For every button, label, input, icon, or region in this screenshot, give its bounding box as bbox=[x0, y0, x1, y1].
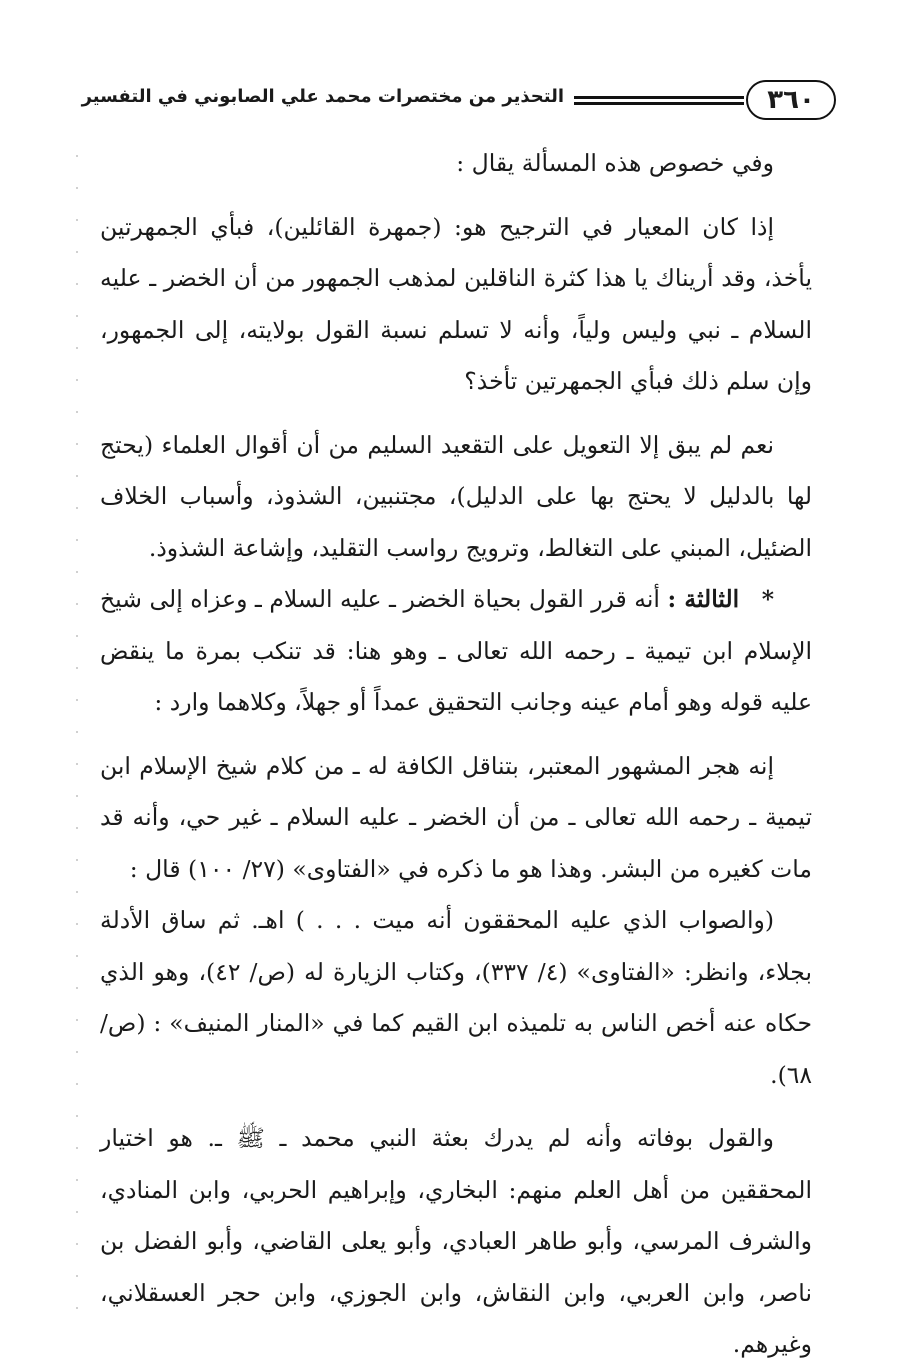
body-text bbox=[100, 138, 812, 1371]
point-text: أنه قرر القول بحياة الخضر ـ عليه السلام ـ وعزاه إلى شيخ الإسلام ابن تيمية ـ رحمه الله تعالى ـ وهو هنا: قد تنكب بمرة ما ينقض عليه قوله وهو أمام عينه وجانب التحقيق عمداً أو جهلاً، وكلاهما وارد : bbox=[100, 585, 812, 716]
point-label: الثالثة : bbox=[667, 585, 740, 613]
paragraph-quote: (والصواب الذي عليه المحققون أنه ميت . . . ) اهـ. ثم ساق الأدلة بجلاء، وانظر: «الفتاوى» (٤/ ٣٣٧)، وكتاب الزيارة له (ص/ ٤٢)، وهو الذي حكاه عنه أخص الناس به تلميذه ابن القيم كما في «المنار المنيف» : (ص/ ٦٨). bbox=[100, 906, 812, 1089]
header-double-rule bbox=[574, 96, 744, 105]
paragraph-ibn-taymiyya: إنه هجر المشهور المعتبر، بتناقل الكافة له ـ من كلام شيخ الإسلام ابن تيمية ـ رحمه الله تعالى ـ من أن الخضر ـ عليه السلام ـ غير حي، وأنه قد مات كغيره من البشر. وهذا هو ما ذكره في «الفتاوى» (٢٧/ ١٠٠) قال : bbox=[100, 751, 812, 883]
scan-margin-artifact bbox=[76, 140, 78, 1320]
page-number: ٣٦٠ bbox=[746, 80, 836, 120]
paragraph-scholars: والقول بوفاته وأنه لم يدرك بعثة النبي محمد ـ ﷺ ـ. هو اختيار المحققين من أهل العلم منهم: البخاري، وإبراهيم الحربي، وابن المنادي، والشرف المرسي، وأبو طاهر العبادي، وأبو يعلى القاضي، وأبو الفضل بن ناصر، وابن العربي، وابن النقاش، وابن الجوزي، وابن حجر العسقلاني، وغيرهم. bbox=[100, 1124, 812, 1358]
paragraph-conclusion: نعم لم يبق إلا التعويل على التقعيد السليم من أن أقوال العلماء (يحتج لها بالدليل لا يحتج بها على الدليل)، مجتنبين، الشذوذ، وأسباب الخلاف الضئيل، المبني على التغالط، وترويج رواسب التقليد، وإشاعة الشذوذ. bbox=[100, 430, 812, 562]
page-header bbox=[81, 80, 836, 124]
paragraph-intro: وفي خصوص هذه المسألة يقال : bbox=[456, 149, 774, 177]
bullet-star: * bbox=[761, 585, 774, 613]
running-title: التحذير من مختصرات محمد علي الصابوني في التفسير bbox=[81, 86, 564, 107]
paragraph-criterion: إذا كان المعيار في الترجيح هو: (جمهرة القائلين)، فبأي الجمهرتين يأخذ، وقد أريناك يا هذا كثرة الناقلين لمذهب الجمهور من أن الخضر ـ عليه السلام ـ نبي وليس ولياً، وأنه لا تسلم نسبة القول بولايته، إلى الجمهور، وإن سلم ذلك فبأي الجمهرتين تأخذ؟ bbox=[100, 212, 812, 395]
paragraph-third-point bbox=[100, 574, 812, 729]
